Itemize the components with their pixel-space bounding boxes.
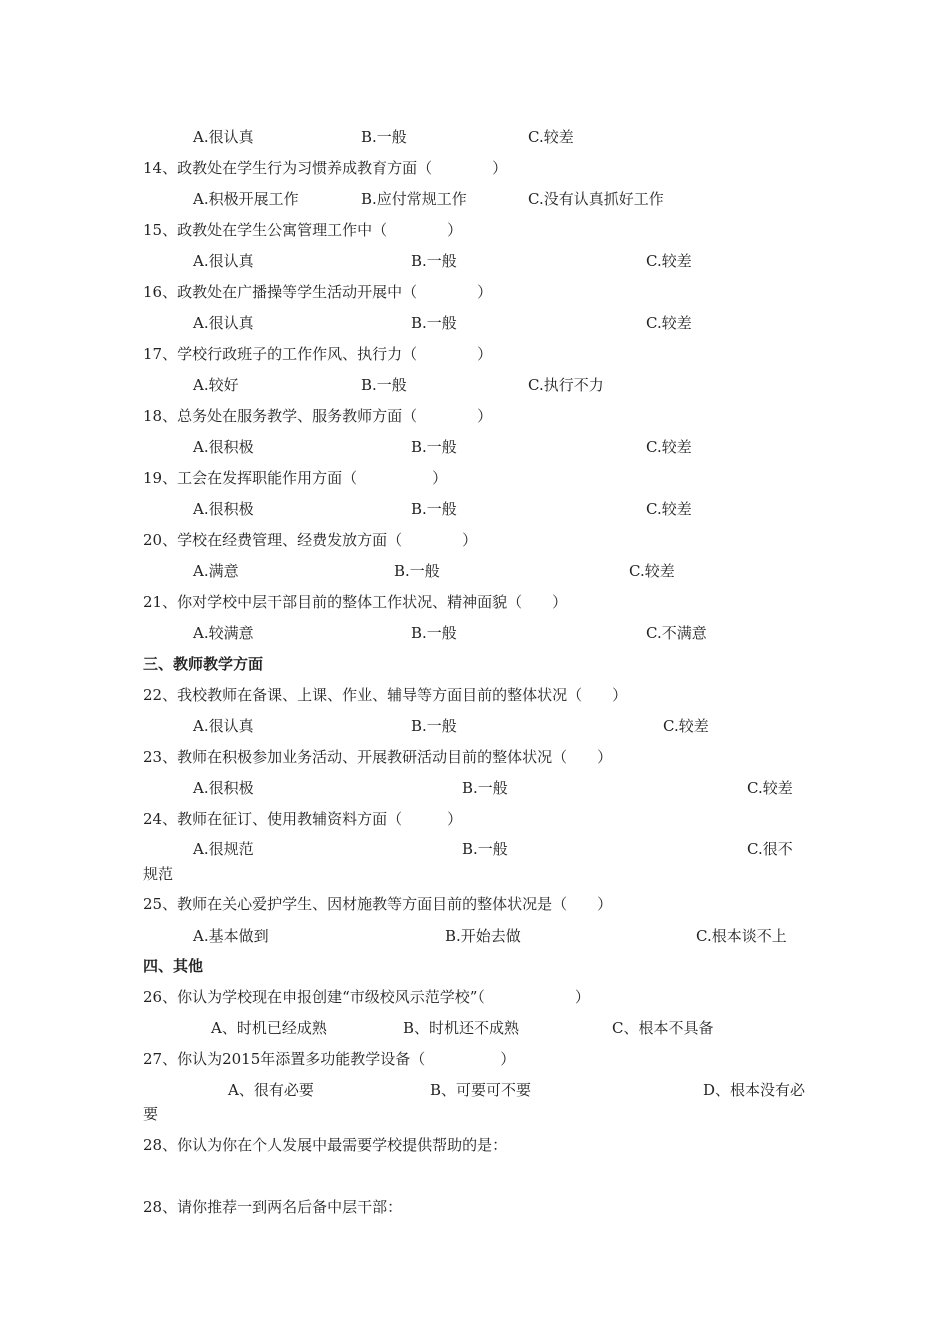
survey-text-line: 25、教师在关心爱护学生、因材施教等方面目前的整体状况是（ ） <box>143 895 613 913</box>
survey-text-line: B.一般 <box>411 438 457 456</box>
survey-text-line: B.应付常规工作 <box>361 190 467 208</box>
survey-text-line: B.一般 <box>411 624 457 642</box>
survey-text-line: A.很积极 <box>193 779 254 797</box>
survey-text-line: B.开始去做 <box>445 927 521 945</box>
survey-text-line: C.很不 <box>747 840 793 858</box>
survey-text-line: A.很认真 <box>193 128 254 146</box>
survey-text-line: 规范 <box>143 865 174 883</box>
survey-text-line: C.执行不力 <box>528 376 604 394</box>
survey-text-line: B、可要可不要 <box>430 1081 532 1099</box>
survey-text-line: A.较好 <box>193 376 239 394</box>
survey-text-line: A、时机已经成熟 <box>211 1019 327 1037</box>
survey-text-line: A.很积极 <box>193 500 254 518</box>
survey-text-line: C.较差 <box>528 128 574 146</box>
survey-text-line: A.很积极 <box>193 438 254 456</box>
survey-text-line: C.没有认真抓好工作 <box>528 190 664 208</box>
survey-text-line: 19、工会在发挥职能作用方面（ ） <box>143 469 448 487</box>
survey-text-line: 24、教师在征订、使用教辅资料方面（ ） <box>143 810 463 828</box>
survey-text-line: C、根本不具备 <box>612 1019 714 1037</box>
survey-text-line: 28、请你推荐一到两名后备中层干部： <box>143 1198 403 1216</box>
survey-text-line: C.较差 <box>646 500 692 518</box>
survey-text-line: 17、学校行政班子的工作作风、执行力（ ） <box>143 345 493 363</box>
survey-text-line: B.一般 <box>394 562 440 580</box>
survey-text-line: 23、教师在积极参加业务活动、开展教研活动目前的整体状况（ ） <box>143 748 613 766</box>
survey-text-line: B、时机还不成熟 <box>403 1019 520 1037</box>
survey-text-line: 要 <box>143 1105 159 1123</box>
survey-text-line: C.较差 <box>646 314 692 332</box>
section-heading: 四、其他 <box>143 957 204 975</box>
survey-text-line: A.基本做到 <box>193 927 269 945</box>
survey-text-line: D、根本没有必 <box>703 1081 806 1099</box>
survey-text-line: B.一般 <box>411 500 457 518</box>
survey-text-line: C.根本谈不上 <box>696 927 787 945</box>
survey-text-line: C.较差 <box>646 252 692 270</box>
survey-text-line: B.一般 <box>361 376 407 394</box>
survey-text-line: 22、我校教师在备课、上课、作业、辅导等方面目前的整体状况（ ） <box>143 686 628 704</box>
survey-text-line: C.较差 <box>646 438 692 456</box>
survey-text-line: A.很规范 <box>193 840 254 858</box>
survey-text-line: A.很认真 <box>193 314 254 332</box>
survey-text-line: 26、你认为学校现在申报创建“市级校风示范学校”（ ） <box>143 988 590 1006</box>
survey-text-line: A.很认真 <box>193 252 254 270</box>
survey-text-line: C.较差 <box>629 562 675 580</box>
survey-text-line: C.较差 <box>663 717 709 735</box>
survey-text-line: 16、政教处在广播操等学生活动开展中（ ） <box>143 283 493 301</box>
survey-text-line: 14、政教处在学生行为习惯养成教育方面（ ） <box>143 159 508 177</box>
survey-text-line: B.一般 <box>411 717 457 735</box>
survey-text-line: A.很认真 <box>193 717 254 735</box>
survey-text-line: B.一般 <box>411 314 457 332</box>
section-heading: 三、教师教学方面 <box>143 655 264 673</box>
survey-text-line: A.满意 <box>193 562 239 580</box>
survey-text-line: A.积极开展工作 <box>193 190 299 208</box>
survey-text-line: 20、学校在经费管理、经费发放方面（ ） <box>143 531 478 549</box>
survey-text-line: 28、你认为你在个人发展中最需要学校提供帮助的是： <box>143 1136 508 1154</box>
survey-text-line: 21、你对学校中层干部目前的整体工作状况、精神面貌（ ） <box>143 593 568 611</box>
survey-text-line: 15、政教处在学生公寓管理工作中（ ） <box>143 221 463 239</box>
survey-text-line: A、很有必要 <box>228 1081 314 1099</box>
survey-text-line: B.一般 <box>462 840 508 858</box>
survey-text-line: C.不满意 <box>646 624 707 642</box>
survey-text-line: 27、你认为2015年添置多功能教学设备（ ） <box>143 1050 516 1068</box>
survey-text-line: B.一般 <box>411 252 457 270</box>
survey-text-line: 18、总务处在服务教学、服务教师方面（ ） <box>143 407 493 425</box>
survey-text-line: A.较满意 <box>193 624 254 642</box>
survey-text-line: C.较差 <box>747 779 793 797</box>
survey-text-line: B.一般 <box>462 779 508 797</box>
survey-text-line: B.一般 <box>361 128 407 146</box>
